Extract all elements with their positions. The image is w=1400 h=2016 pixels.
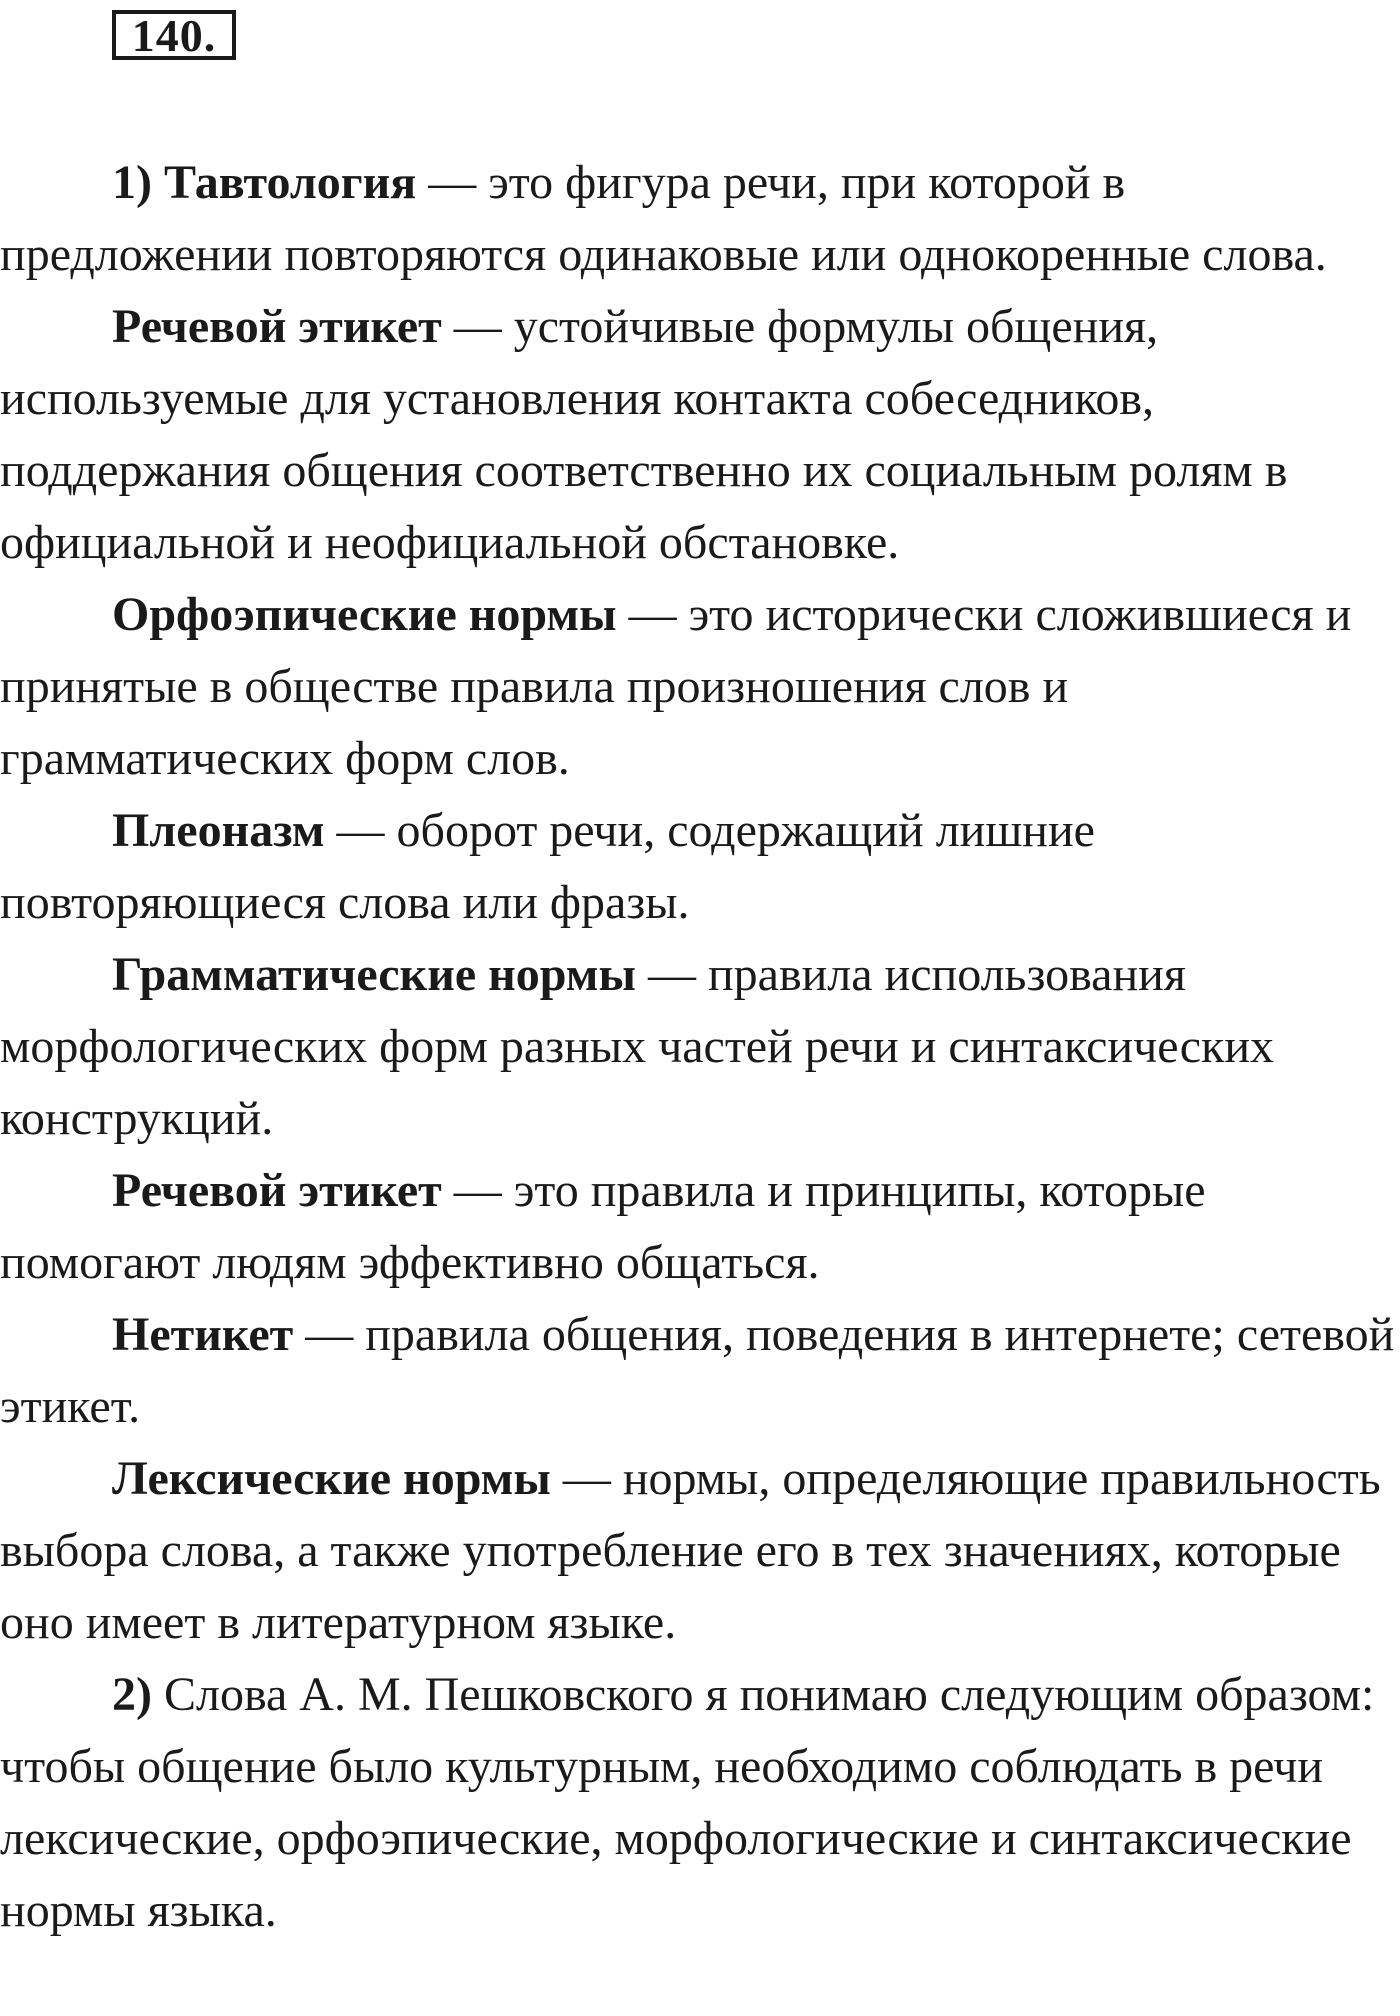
definition: — нормы, определяющие правильность выбора слова, а также употребление его в тех значениях, которые оно имеет в литературном языке. bbox=[0, 1452, 1381, 1649]
paragraph-orthoepic-norms bbox=[0, 579, 1400, 795]
definition: Слова А. М. Пешковского я понимаю следующим образом: чтобы общение было культурным, необходимо соблюдать в речи лексические, орфоэпические, морфологические и синтаксические нормы языка. bbox=[0, 1668, 1375, 1937]
definition: — это фигура речи, при которой в предложении повторяются одинаковые или однокоренные слова. bbox=[0, 156, 1327, 281]
term: Лексические нормы bbox=[112, 1452, 551, 1505]
definition: — это исторически сложившиеся и принятые в обществе правила произношения слов и грамматических форм слов. bbox=[0, 588, 1352, 785]
paragraph-speech-etiquette-2 bbox=[0, 1155, 1400, 1299]
definition: — правила использования морфологических форм разных частей речи и синтаксических конструкций. bbox=[0, 948, 1275, 1145]
definition: — устойчивые формулы общения, используемые для установления контакта собеседников, поддержания общения соответственно их социальным ролям в официальной и неофициальной обстановке. bbox=[0, 300, 1288, 569]
task-number: 140. bbox=[112, 10, 236, 60]
term: 1) Тавтология bbox=[112, 156, 417, 209]
term: Орфоэпические нормы bbox=[112, 588, 617, 641]
term: Грамматические нормы bbox=[112, 948, 636, 1001]
definition: — оборот речи, содержащий лишние повторяющиеся слова или фразы. bbox=[0, 804, 1095, 929]
definition: — это правила и принципы, которые помогают людям эффективно общаться. bbox=[0, 1164, 1206, 1289]
term: Речевой этикет bbox=[112, 1164, 442, 1217]
term: Нетикет bbox=[112, 1308, 294, 1361]
paragraph-speech-etiquette bbox=[0, 291, 1400, 579]
paragraph-answer-2 bbox=[0, 1659, 1400, 1947]
term: 2) bbox=[112, 1668, 152, 1721]
answer-text bbox=[0, 147, 1400, 1947]
paragraph-tautology bbox=[0, 147, 1400, 291]
paragraph-netiquette bbox=[0, 1299, 1400, 1443]
paragraph-lexical-norms bbox=[0, 1443, 1400, 1659]
paragraph-pleonasm bbox=[0, 795, 1400, 939]
definition: — правила общения, поведения в интернете; сетевой этикет. bbox=[0, 1308, 1395, 1433]
paragraph-grammatical-norms bbox=[0, 939, 1400, 1155]
term: Плеоназм bbox=[112, 804, 325, 857]
term: Речевой этикет bbox=[112, 300, 442, 353]
